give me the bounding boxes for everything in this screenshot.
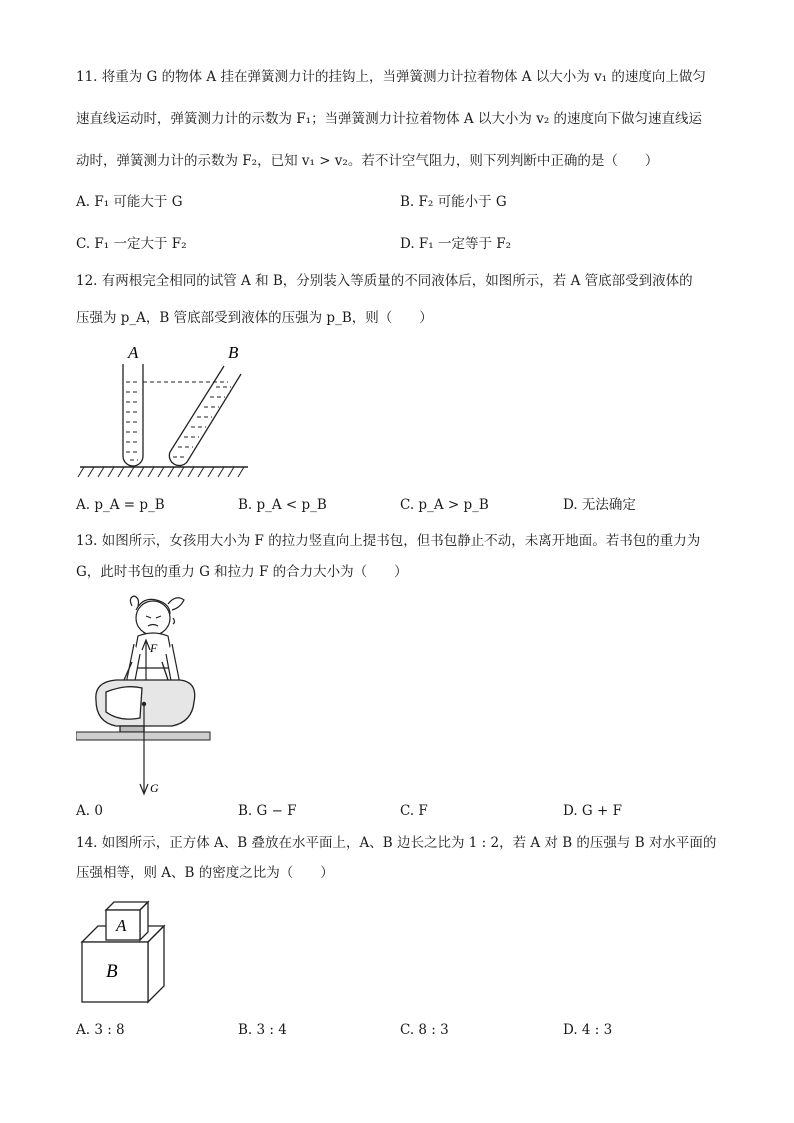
cube-a-label: A — [116, 916, 127, 935]
q11-stem-line-2: 速直线运动时，弹簧测力计的示数为 F₁；当弹簧测力计拉着物体 A 以大小为 v₂ 的速度向下做匀速直线运 — [76, 111, 703, 127]
q11-option-b[interactable]: B. F₂ 可能小于 G — [400, 194, 507, 210]
ground-hatching — [78, 467, 244, 477]
force-f-label: F — [150, 641, 158, 655]
q12-option-a[interactable]: A. p_A = p_B — [76, 497, 165, 513]
q14-stem-line-2: 压强相等，则 A、B 的密度之比为（ ） — [76, 865, 334, 881]
test-tubes-figure — [76, 340, 256, 482]
q12-option-c[interactable]: C. p_A > p_B — [400, 497, 489, 513]
q13-option-a[interactable]: A. 0 — [76, 803, 103, 819]
cube-b-label: B — [106, 961, 118, 982]
q14-option-a[interactable]: A. 3 : 8 — [76, 1022, 125, 1038]
q12-option-d[interactable]: D. 无法确定 — [563, 497, 636, 513]
q13-option-c[interactable]: C. F — [400, 803, 428, 819]
q12-stem-line-1: 12. 有两根完全相同的试管 A 和 B，分别装入等质量的不同液体后，如图所示，若 A 管底部受到液体的 — [76, 273, 693, 289]
q12-option-b[interactable]: B. p_A < p_B — [238, 497, 327, 513]
q14-option-b[interactable]: B. 3 : 4 — [238, 1022, 287, 1038]
q14-stem-line-1: 14. 如图所示，正方体 A、B 叠放在水平面上，A、B 边长之比为 1 : 2，若 A 对 B 的压强与 B 对水平面的 — [76, 835, 717, 851]
q11-option-d[interactable]: D. F₁ 一定等于 F₂ — [400, 236, 512, 252]
q13-stem-line-1: 13. 如图所示，女孩用大小为 F 的拉力竖直向上提书包，但书包静止不动，未离开地面。若书包的重力为 — [76, 533, 701, 549]
school-bag — [96, 662, 195, 732]
tube-b-liquid — [173, 387, 231, 457]
q11-stem-line-1: 11. 将重为 G 的物体 A 挂在弹簧测力计的挂钩上，当弹簧测力计拉着物体 A 以大小为 v₁ 的速度向上做匀 — [76, 69, 706, 85]
q11-stem-line-3: 动时，弹簧测力计的示数为 F₂，已知 v₁ > v₂。若不计空气阻力，则下列判断中正确的是（ ） — [76, 153, 659, 169]
tube-a-label: A — [128, 343, 139, 362]
q11-option-a[interactable]: A. F₁ 可能大于 G — [76, 194, 183, 210]
tube-a — [123, 364, 143, 466]
tube-b-label: B — [228, 343, 239, 362]
tube-a-liquid — [126, 382, 140, 460]
q14-option-c[interactable]: C. 8 : 3 — [400, 1022, 449, 1038]
q11-option-c[interactable]: C. F₁ 一定大于 F₂ — [76, 236, 187, 252]
q13-option-d[interactable]: D. G + F — [563, 803, 622, 819]
stacked-cubes-figure — [78, 898, 170, 1006]
cube-a — [106, 902, 148, 940]
ground-surface — [76, 732, 210, 740]
q14-option-d[interactable]: D. 4 : 3 — [563, 1022, 613, 1038]
q13-option-b[interactable]: B. G − F — [238, 803, 297, 819]
q13-stem-line-2: G，此时书包的重力 G 和拉力 F 的合力大小为（ ） — [76, 564, 408, 580]
q12-stem-line-2: 压强为 p_A，B 管底部受到液体的压强为 p_B，则（ ） — [76, 310, 433, 326]
girl-head — [130, 596, 184, 635]
gravity-g-label: G — [150, 781, 159, 795]
tube-b — [169, 366, 241, 466]
girl-lifting-bag-figure — [76, 588, 216, 798]
